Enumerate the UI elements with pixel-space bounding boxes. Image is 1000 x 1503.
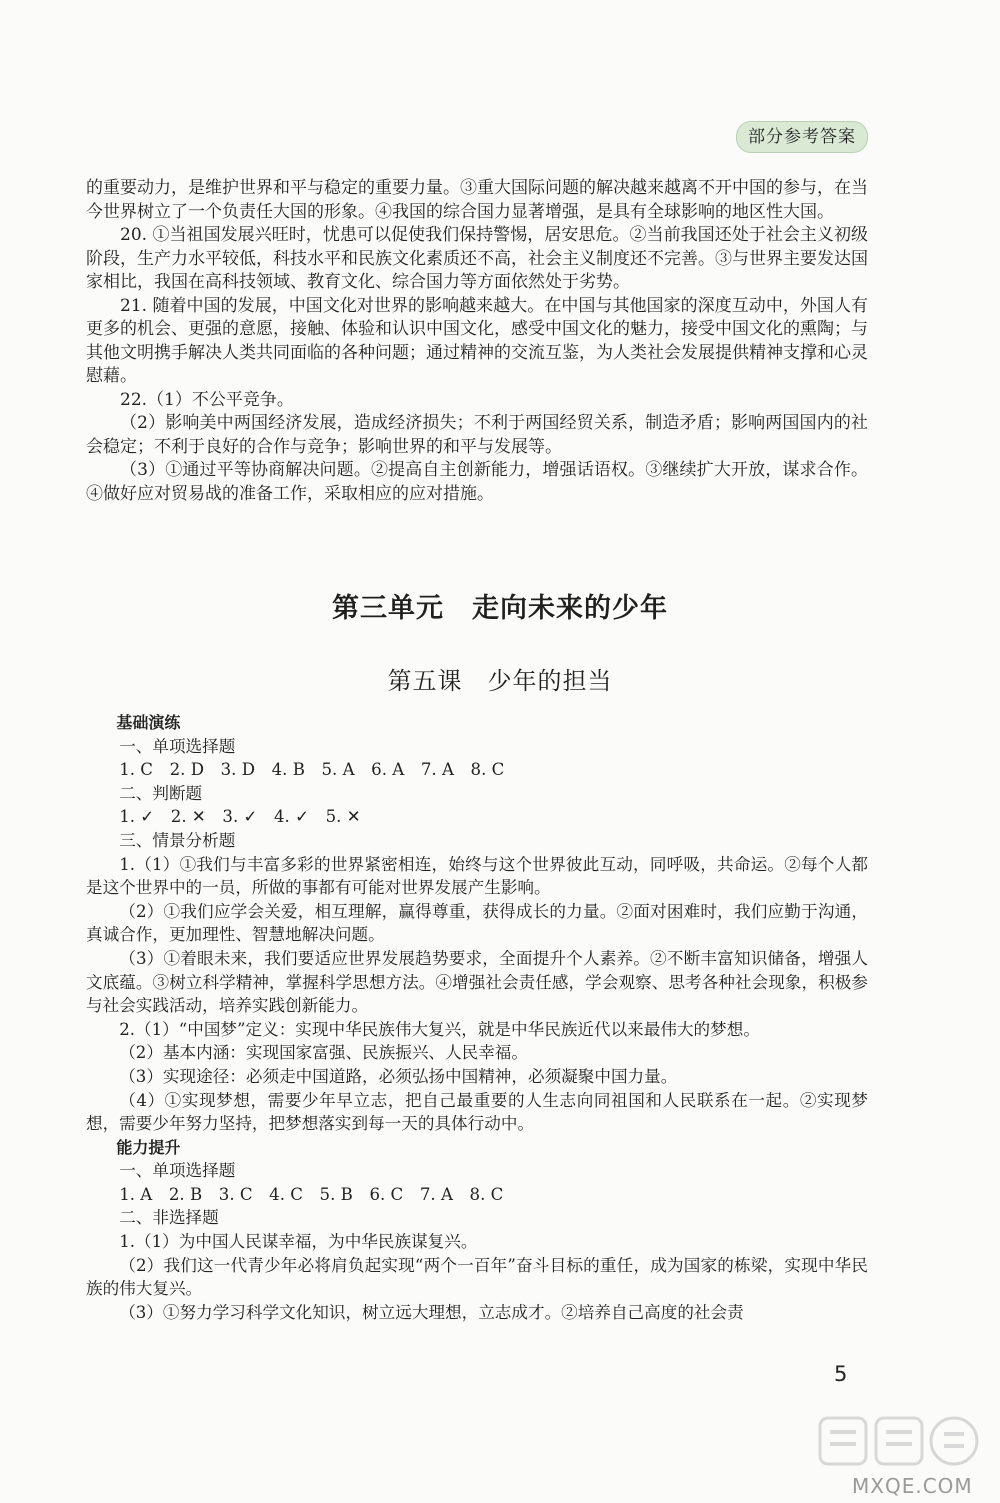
answer-line: 2.（1）“中国梦”定义：实现中华民族伟大复兴，就是中华民族近代以来最伟大的梦想。 xyxy=(119,1019,760,1039)
answer-line: （3）实现途径：必须走中国道路，必须弘扬中国精神，必须凝聚中国力量。 xyxy=(119,1066,678,1086)
answer-line: 一、单项选择题 xyxy=(119,736,236,756)
answer-text-continued xyxy=(86,177,868,506)
answer-line: 1. C 2. D 3. D 4. B 5. A 6. A 7. A 8. C xyxy=(119,760,505,780)
answer-line: 一、单项选择题 xyxy=(119,1161,236,1181)
paragraph: （2）影响美中两国经济发展，造成经济损失；不利于两国经贸关系，制造矛盾；影响两国国内的社会稳定；不利于良好的合作与竞争；影响世界的和平与发展等。 xyxy=(86,413,868,457)
answer-line: 二、非选择题 xyxy=(119,1208,219,1228)
lesson-title: 第五课 少年的担当 xyxy=(387,667,613,695)
answer-line: 二、判断题 xyxy=(119,783,203,803)
paragraph: （3）①通过平等协商解决问题。②提高自主创新能力，增强话语权。③继续扩大开放，谋求合作。④做好应对贸易战的准备工作，采取相应的应对措施。 xyxy=(86,460,868,504)
paragraph: 20. ①当祖国发展兴旺时，忧患可以促使我们保持警惕，居安思危。②当前我国还处于社会主义初级阶段，生产力水平较低，科技水平和民族文化素质还不高，社会主义制度还不完善。③与世界主要发达国家相比，我国在高科技领域、教育文化、综合国力等方面依然处于劣势。 xyxy=(86,225,868,292)
answer-line: 1.（1）①我们与丰富多彩的世界紧密相连，始终与这个世界彼此互动，同呼吸，共命运。②每个人都是这个世界中的一员，所做的事都有可能对世界发展产生影响。 xyxy=(86,854,868,898)
answer-line: （3）①着眼未来，我们要适应世界发展趋势要求，全面提升个人素养。②不断丰富知识储备，增强人文底蕴。③树立科学精神，掌握科学思想方法。④增强社会责任感，学会观察、思考各种社会现象，积极参与社会实践活动，培养实践创新能力。 xyxy=(86,948,868,1016)
paragraph: 21. 随着中国的发展，中国文化对世界的影响越来越大。在中国与其他国家的深度互动中，外国人有更多的机会、更强的意愿，接触、体验和认识中国文化，感受中国文化的魅力，接受中国文化的熏陶；与其他文明携手解决人类共同面临的各种问题；通过精神的交流互鉴，为人类社会发展提供精神支撑和心灵慰藉。 xyxy=(86,295,868,386)
answer-line: （2）基本内涵：实现国家富强、民族振兴、人民幸福。 xyxy=(119,1043,528,1063)
answer-line: 1. ✓ 2. ✕ 3. ✓ 4. ✓ 5. ✕ xyxy=(119,807,361,827)
answer-line: （2）我们这一代青少年必将肩负起实现“两个一百年”奋斗目标的重任，成为国家的栋梁，实现中华民族的伟大复兴。 xyxy=(86,1255,868,1299)
section-heading: 基础演练 xyxy=(116,713,181,732)
answer-line: （2）①我们应学会关爱，相互理解，赢得尊重，获得成长的力量。②面对困难时，我们应勤于沟通，真诚合作，更加理性、智慧地解决问题。 xyxy=(86,901,868,945)
page-number: 5 xyxy=(834,1362,848,1386)
watermark-text: MXQE.COM xyxy=(852,1474,973,1498)
paragraph: 的重要动力，是维护世界和平与稳定的重要力量。③重大国际问题的解决越来越离不开中国的参与，在当今世界树立了一个负责任大国的形象。④我国的综合国力显著增强，是具有全球影响的地区性大国。 xyxy=(86,178,868,222)
unit-title: 第三单元 走向未来的少年 xyxy=(332,593,668,624)
answer-line: 1. A 2. B 3. C 4. C 5. B 6. C 7. A 8. C xyxy=(119,1184,504,1204)
paragraph: 22.（1）不公平竞争。 xyxy=(120,389,294,410)
answer-line: 1.（1）为中国人民谋幸福，为中华民族谋复兴。 xyxy=(119,1232,478,1252)
section-heading: 能力提升 xyxy=(116,1137,181,1157)
answer-list xyxy=(86,711,868,1324)
section-tag: 部分参考答案 xyxy=(736,121,868,153)
answer-line: （3）①努力学习科学文化知识，树立远大理想，立志成才。②培养自己高度的社会责 xyxy=(119,1302,744,1322)
answer-line: （4）①实现梦想，需要少年早立志，把自己最重要的人生志向同祖国和人民联系在一起。②实现梦想，需要少年努力坚持，把梦想落实到每一天的具体行动中。 xyxy=(86,1090,868,1134)
answer-line: 三、情景分析题 xyxy=(119,830,236,850)
